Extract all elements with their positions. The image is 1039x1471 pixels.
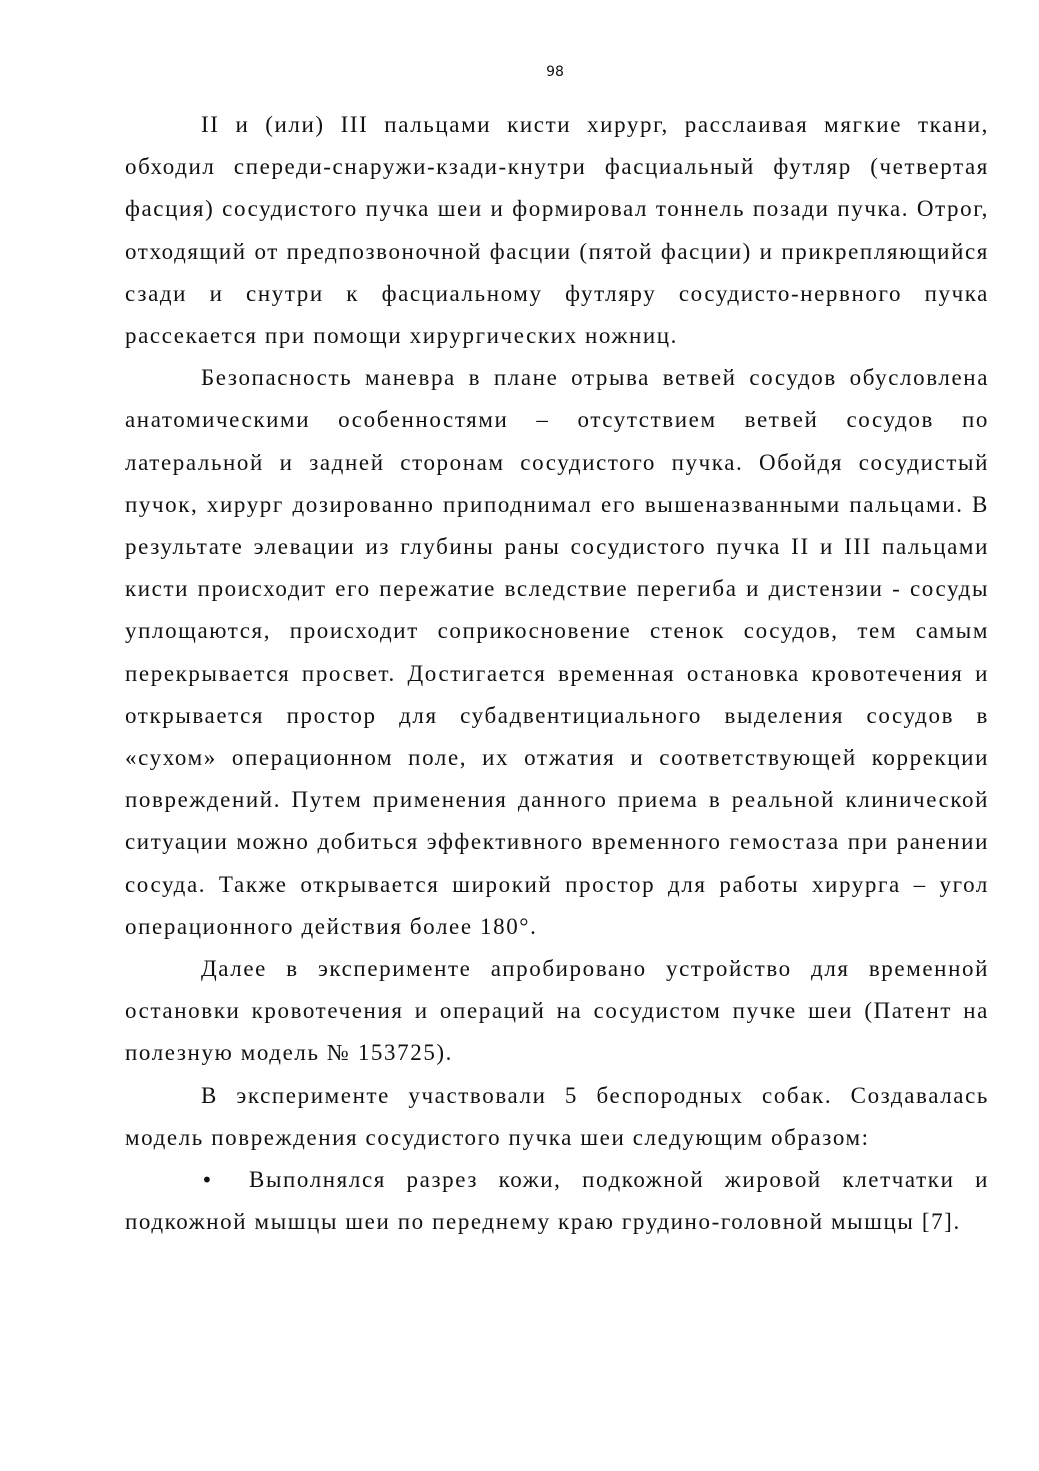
bullet-list-item: [125, 1159, 989, 1243]
paragraph-2: Безопасность маневра в плане отрыва ветвей сосудов обусловлена анатомическими особенностями – отсутствием ветвей сосудов по латеральной и задней сторонам сосудистого пучка. Обойдя сосудистый пучок, хирург дозированно приподнимал его вышеназванными пальцами. В результате элевации из глубины раны сосудистого пучка II и III пальцами кисти происходит его пережатие вследствие перегиба и дистензии - сосуды уплощаются, происходит соприкосновение стенок сосудов, тем самым перекрывается просвет. Достигается временная остановка кровотечения и открывается простор для субадвентициального выделения сосудов в «сухом» операционном поле, их отжатия и соответствующей коррекции повреждений. Путем применения данного приема в реальной клинической ситуации можно добиться эффективного временного гемостаза при ранении сосуда. Также открывается широкий простор для работы хирурга – угол операционного действия более 180°.: [125, 365, 989, 939]
bullet-marker: •: [201, 1168, 215, 1193]
paragraph-1: II и (или) III пальцами кисти хирург, расслаивая мягкие ткани, обходил спереди-снаружи-кзади-кнутри фасциальный футляр (четвертая фасция) сосудистого пучка шеи и формировал тоннель позади пучка. Отрог, отходящий от предпозвоночной фасции (пятой фасции) и прикрепляющийся сзади и снутри к фасциальному футляру сосудисто-нервного пучка рассекается при помощи хирургических ножниц.: [125, 112, 989, 349]
page-body: [125, 104, 989, 1243]
page-number: 98: [546, 64, 564, 80]
bullet-text: Выполнялся разрез кожи, подкожной жировой клетчатки и подкожной мышцы шеи по переднему краю грудино-головной мышцы [7].: [125, 1167, 989, 1235]
paragraph-3: Далее в эксперименте апробировано устройство для временной остановки кровотечения и операций на сосудистом пучке шеи (Патент на полезную модель № 153725).: [125, 956, 989, 1066]
paragraph-4: В эксперименте участвовали 5 беспородных собак. Создавалась модель повреждения сосудистого пучка шеи следующим образом:: [125, 1082, 989, 1150]
